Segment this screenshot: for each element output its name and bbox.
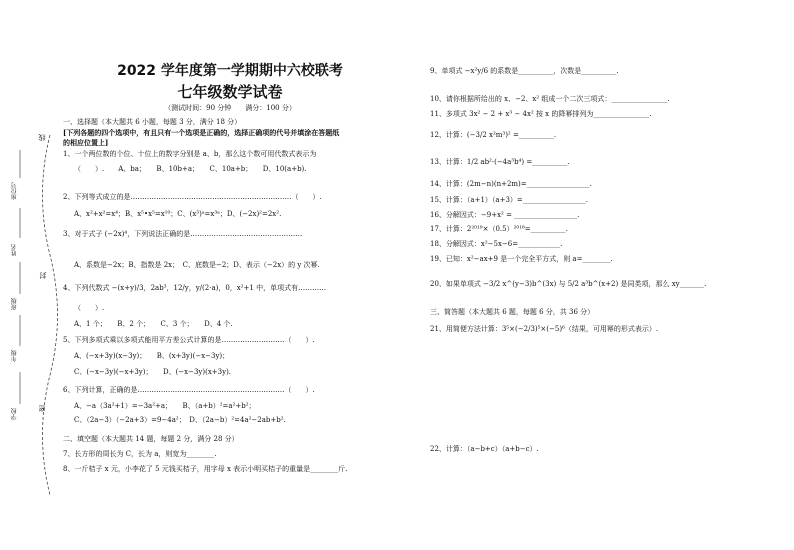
question-4-paren: （ ）.	[74, 304, 105, 312]
section-1-heading: 一、选择题（本大题共 6 小题，每题 3 分，满分 18 分）	[63, 118, 242, 126]
question-9: 9、单项式 −x²y/6 的系数是__________，次数是__________.	[430, 67, 619, 75]
question-14: 14、计算：(2m−n)(n+2m)=__________________.	[430, 180, 592, 188]
section-2-heading: 二、填空题（本大题共 14 题，每题 2 分，满分 28 分）	[63, 435, 239, 443]
question-16: 16、分解因式：−9+x² = __________________.	[430, 211, 580, 219]
question-1-options: （ ）. A、ba； B、10b+a； C、10a+b； D、10(a+b).	[74, 165, 307, 173]
section-1-note: [下列各题的四个选项中，有且只有一个选项是正确的，选择正确项的代号并填涂在答题纸	[63, 128, 340, 137]
name-label: 姓名	[11, 244, 18, 256]
question-17: 17、计算：2²⁰¹⁹×（0.5）²⁰¹⁸=__________.	[430, 225, 568, 233]
question-3: 3、对于式子 (−2x)⁴，下列说法正确的是…………………………………………	[63, 230, 303, 238]
exam-info: （测试时间：90 分钟 满分：100 分）	[164, 104, 296, 112]
question-5: 5、下列多项式乘以多项式能用平方差公式计算的是………………………（ ）.	[63, 336, 315, 344]
question-2-options: A、x²+x²=x⁴；B、x⁵•x⁵=x¹⁰；C、(x³)ᵃ=x³ᵃ；D、(−2x)²=2x².	[74, 210, 282, 218]
binding-label-xian: 线	[38, 134, 46, 141]
seat-number-label: 座位号	[11, 182, 18, 200]
question-13: 13、计算：1/2 ab²·(−4a³b⁴) =__________.	[430, 158, 570, 166]
question-19: 19、已知：x²−ax+9 是一个完全平方式，则 a=________.	[430, 255, 613, 263]
binding-write-lines	[14, 150, 26, 450]
question-1: 1、一个两位数的个位、十位上的数字分别是 a、b，那么这个数可用代数式表示为	[63, 150, 317, 158]
binding-label-feng: 封	[39, 272, 47, 279]
exam-title: 2022 学年度第一学期期中六校联考	[117, 63, 343, 79]
question-22: 22、计算：（a−b+c）（a+b−c）.	[430, 445, 539, 453]
question-11: 11、多项式 3x² − 2 + x³ − 4x² 按 x 的降幂排列为________________.	[430, 110, 652, 118]
question-2: 2、下列等式成立的是……………………………………………………………（ ）.	[63, 193, 322, 201]
question-6-options-ab: A、−a（3a²+1）=−3a²+a； B、（a+b）²=a²+b²；	[74, 402, 256, 410]
question-10: 10、请你根据所给出的 x、−2、x² 组成一个二次三项式：________________.	[430, 95, 670, 103]
question-8: 8、一斤桔子 x 元，小李花了 5 元钱买桔子，用字母 x 表示小明买桔子的重量是________斤.	[63, 465, 348, 473]
question-5-options-cd: C、(−x−3y)(−x+3y)； D、(−x−3y)(x+3y).	[74, 368, 232, 376]
section-1-note-2: 的相应位置上]	[63, 138, 109, 147]
question-20: 20、如果单项式 −3/2 x^(y−3)b^(3x) 与 5/2 a³b^(x+2) 是同类项，那么 xy_______.	[430, 280, 707, 288]
question-6: 6、下列计算，正确的是………………………………………………………（ ）.	[63, 386, 315, 394]
question-18: 18、分解因式：x²−5x−6=____________.	[430, 240, 563, 248]
binding-label-mi: 密	[38, 405, 46, 412]
section-3-heading: 三、简答题（本大题共 6 题，每题 6 分，共 36 分）	[430, 308, 595, 316]
question-3-options: A、系数是−2x；B、指数是 2x； C、底数是−2；D、表示（−2x）的 y 次幂.	[74, 261, 320, 269]
question-21: 21、用简便方法计算：3⁵×(−2/3)⁵×(−5)⁶（结果，可用幂的形式表示）.	[430, 325, 659, 333]
question-12: 12、计算：(−3/2 x²m³)² =__________.	[430, 131, 557, 139]
grade-label: 年级	[11, 350, 18, 362]
question-4-options: A、1 个； B、2 个； C、3 个； D、4 个.	[74, 320, 233, 328]
class-label: 班级	[11, 298, 18, 310]
question-4: 4、下列代数式 −(x+y)/3，2ab³，12/y，y/(2·a)，0，x²+1 中，单项式有…………	[63, 284, 327, 292]
question-15: 15、计算：（a+1）（a+3）=__________________.	[430, 196, 588, 204]
question-7: 7、长方形的周长为 C，长为 a，则宽为________.	[63, 450, 217, 458]
school-label: 学校	[11, 408, 18, 420]
exam-subtitle: 七年级数学试卷	[177, 83, 283, 101]
question-5-options-ab: A、(−x+3y)(x−3y)； B、(x+3y)(−x−3y)；	[74, 352, 230, 360]
question-6-options-cd: C、（2a−3）（−2a+3）=9−4a²； D、（2a−b）²=4a²−2ab+b².	[74, 416, 286, 424]
